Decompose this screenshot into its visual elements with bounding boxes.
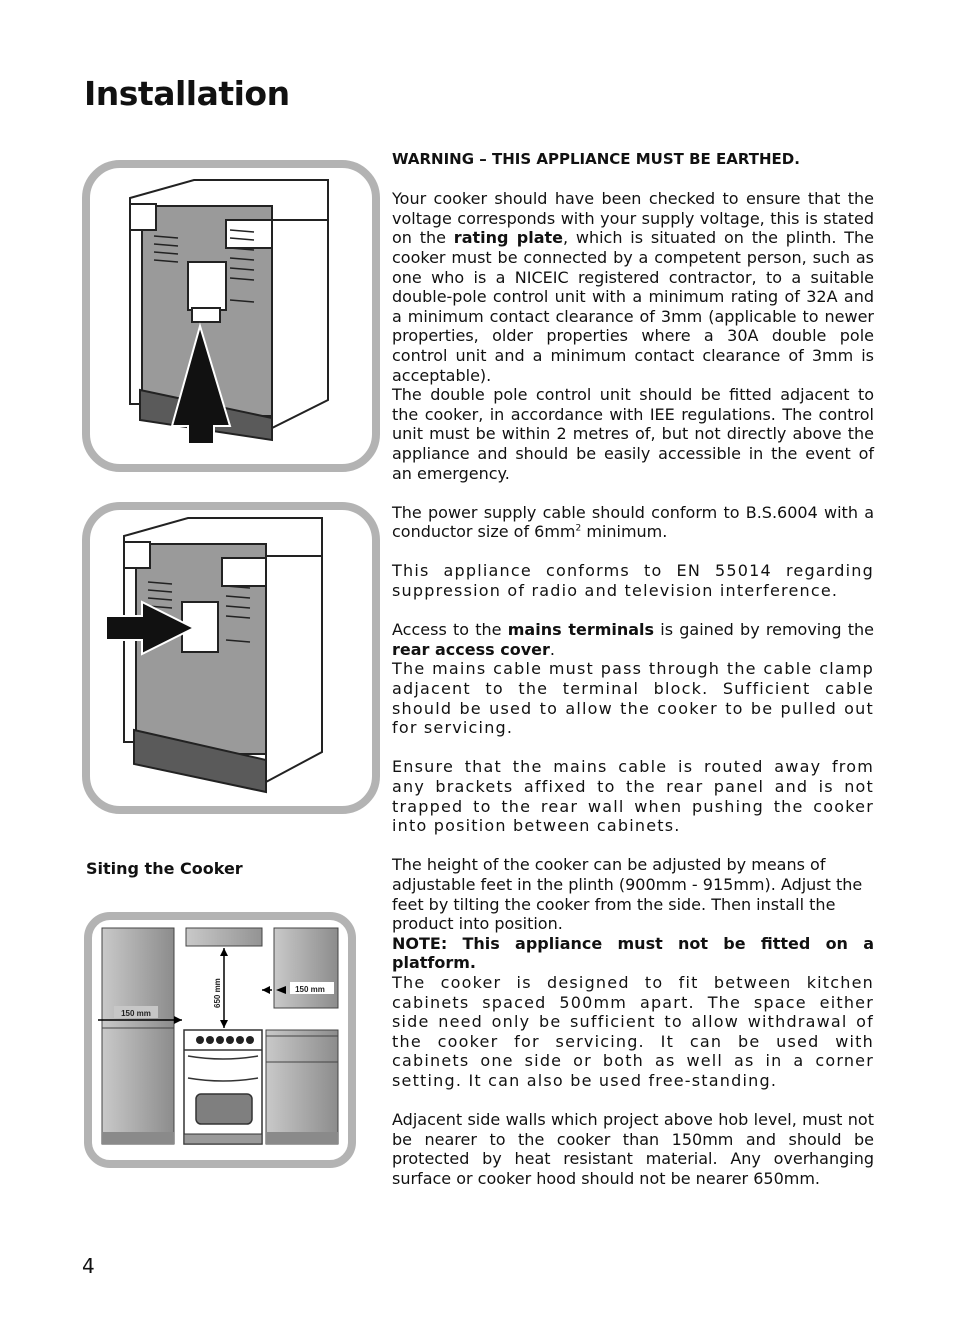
note-platform: NOTE: This appliance must not be fitted on a platform.: [392, 933, 874, 973]
paragraph-cabinet-spacing: The cooker is designed to fit between kitchen cabinets spaced 500mm apart. The space either side need only be sufficient to allow withdrawal of the cooker for servicing. It can be used with cabinets one side or both as well as in a corner setting. It can also be used free-standing.: [392, 972, 874, 1090]
page-number: 4: [82, 1254, 95, 1278]
paragraph-control-unit: The double pole control unit should be fitted adjacent to the cooker, in accordance with IEE regulations. The control unit must be within 2 metres of, but not directly above the appliance and should be easily accessible in the event of an emergency.: [392, 385, 874, 483]
paragraph-voltage: Your cooker should have been checked to ensure that the voltage corresponds with your supply voltage, this is stated on the rating plate, which is situated on the plinth. The cooker must be connected by a competent person, such as one who is a NICEIC registered contractor, to a suitable double-pole control unit with a minimum rating of 32A and a minimum contact clearance of 3mm (applicable to newer properties, older properties where a 30A double pole control unit and a minimum contact clearance of 3mm is acceptable).: [392, 189, 874, 385]
dimension-label-top: 650 mm: [213, 978, 222, 1008]
cooker-hood: [186, 928, 262, 946]
cooker: [184, 1030, 262, 1144]
paragraph-height-adjust: The height of the cooker can be adjusted by means of adjustable feet in the plinth (900mm - 915mm). Adjust the feet by tilting the cooker from the side. Then install the product into position.: [392, 855, 863, 934]
paragraph-side-walls: Adjacent side walls which project above hob level, must not be nearer to the cooker than 150mm and should be protected by heat resistant material. Any overhanging surface or cooker hood should not be nearer 650mm.: [392, 1110, 874, 1188]
section-heading-siting: Siting the Cooker: [86, 859, 243, 878]
right-wall-cabinet: [274, 928, 338, 1008]
installation-text-column: [392, 150, 874, 1188]
oven-window: [196, 1094, 252, 1124]
paragraph-en55014: This appliance conforms to EN 55014 regarding suppression of radio and television interference.: [392, 561, 874, 601]
warning-heading: WARNING – THIS APPLIANCE MUST BE EARTHED.: [392, 150, 800, 168]
paragraph-cable-routing: Ensure that the mains cable is routed away from any brackets affixed to the rear panel and is not trapped to the rear wall when pushing the cooker into position between cabinets.: [392, 757, 874, 836]
figure-rear-access-side: [82, 502, 380, 814]
dimension-label-left: 150 mm: [121, 1009, 151, 1018]
paragraph-cable-clamp: The mains cable must pass through the cable clamp adjacent to the terminal block. Sufficient cable should be used to allow the cooker to be pulled out for servicing.: [392, 659, 874, 738]
dimension-label-right: 150 mm: [295, 985, 325, 994]
figure-siting-diagram: [84, 912, 356, 1168]
left-cabinet: [102, 928, 174, 1144]
page-title: Installation: [84, 74, 290, 113]
figure-rear-access-up: [82, 160, 380, 472]
paragraph-power-cable: The power supply cable should conform to B.S.6004 with a conductor size of $6mm^2$ minimum.: [392, 502, 874, 542]
paragraph-mains-terminals: Access to the mains terminals is gained by removing the rear access cover.: [392, 620, 875, 659]
terminal-block: [188, 262, 226, 310]
right-base-cabinet: [266, 1030, 338, 1144]
